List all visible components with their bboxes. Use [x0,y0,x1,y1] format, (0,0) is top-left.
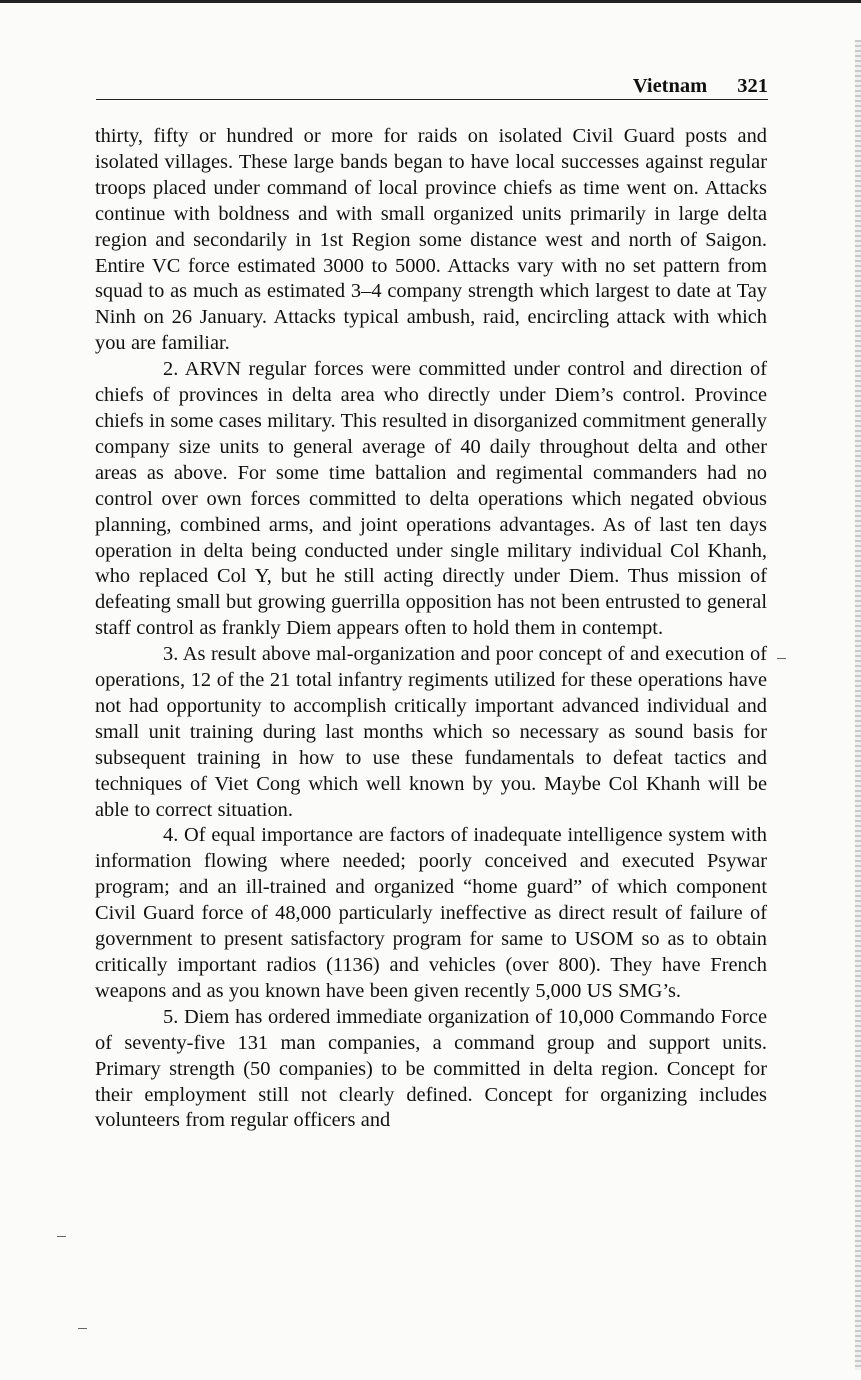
running-title: Vietnam [632,75,708,97]
paragraph-5: 5. Diem has ordered immediate organization of 10,000 Commando Force of seventy-five 131 man companies, a command group and support units. Primary strength (50 companies) to be committed in delta region. Concept for their employment still not clearly defined. Concept for organizing includes volunteers from regular officers and [95,1005,767,1132]
paragraph-3: 3. As result above mal-organization and poor concept of and execution of operations, 12 of the 21 total infantry regiments utilized for these operations have not had opportunity to accomplish critically important advanced individual and small unit training during last months which so necessary as sound basis for subsequent training in how to use these fundamentals to defeat tactics and techniques of Viet Cong which well known by you. Maybe Col Khanh will be able to correct situation. [95,643,767,821]
running-header [96,70,768,100]
margin-mark [777,658,786,659]
page-top-edge [0,0,861,3]
margin-mark [57,1236,66,1237]
paragraph-4: 4. Of equal importance are factors of inadequate intelligence system with information flowing where needed; poorly conceived and executed Psywar program; and an ill-trained and organized “home guard” of which component Civil Guard force of 48,000 particularly ineffective as direct result of failure of government to present satisfactory program for same to USOM so as to obtain critically important radios (1136) and vehicles (over 800). They have French weapons and as you known have been given recently 5,000 US SMG’s. [95,824,767,1002]
paragraph-continued: thirty, fifty or hundred or more for raids on isolated Civil Guard posts and isolated villages. These large bands began to have local successes against regular troops placed under command of local province chiefs as time went on. Attacks continue with boldness and with small organized units primarily in large delta region and secondarily in 1st Region some distance west and north of Saigon. Entire VC force estimated 3000 to 5000. Attacks vary with no set pattern from squad to as much as estimated 3–4 company strength which largest to date at Tay Ninh on 26 January. Attacks typical ambush, raid, encircling attack with which you are familiar. [95,125,767,355]
margin-mark [78,1328,87,1329]
page-binding-edge [855,40,861,1370]
page-number: 321 [737,75,768,97]
document-body [95,124,767,1134]
paragraph-2: 2. ARVN regular forces were committed under control and direction of chiefs of provinces in delta area who directly under Diem’s control. Province chiefs in some cases military. This resulted in disorganized commitment generally company size units to general average of 40 daily throughout delta and other areas as above. For some time battalion and regimental commanders had no control over own forces committed to delta operations which negated obvious planning, combined arms, and joint operations advantages. As of last ten days operation in delta being conducted under single military individual Col Khanh, who replaced Col Y, but he still acting directly under Diem. Thus mission of defeating small but growing guerrilla opposition has not been entrusted to general staff control as frankly Diem appears often to hold them in contempt. [95,358,767,640]
